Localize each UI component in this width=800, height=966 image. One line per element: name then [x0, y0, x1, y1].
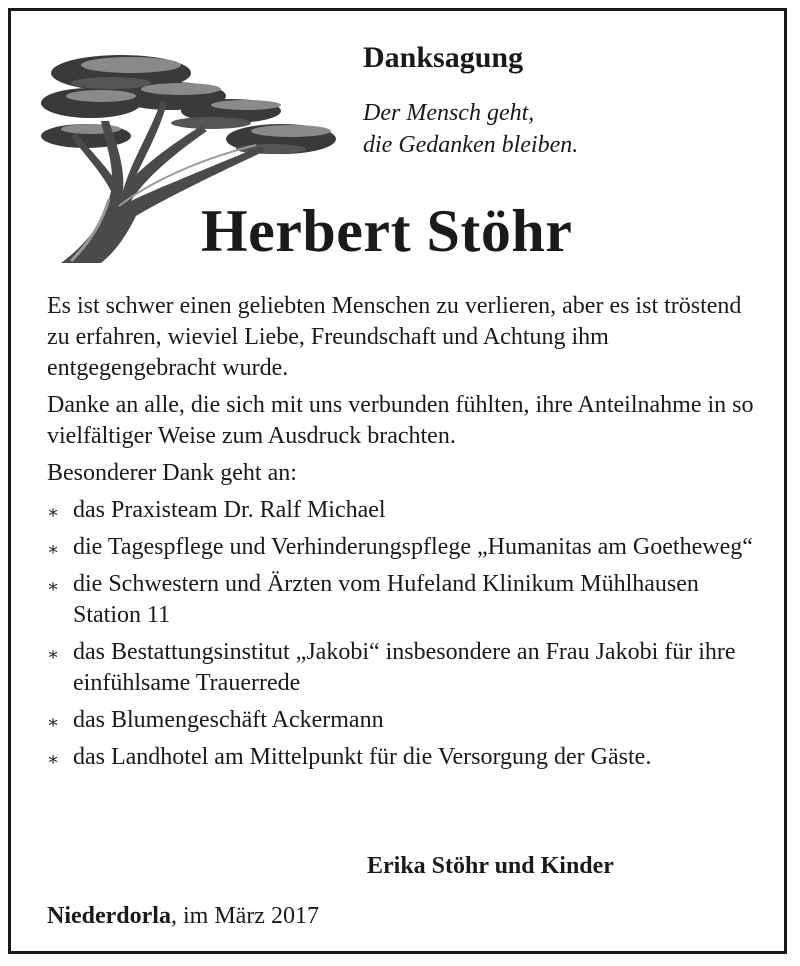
bullet-icon: ∗ [47, 539, 60, 559]
message-body [47, 291, 767, 779]
bullet-icon: ∗ [47, 749, 60, 769]
page-title: Danksagung [363, 41, 524, 74]
list-item-text: das Bestattungsinstitut „Jakobi“ insbesondere an Frau Jakobi für ihre einfühlsame Trauerrede [73, 639, 736, 696]
list-item-text: die Schwestern und Ärzten vom Hufeland Klinikum Mühlhausen Station 11 [73, 571, 699, 628]
paragraph: Es ist schwer einen geliebten Menschen zu verlieren, aber es ist tröstend zu erfahren, wieviel Liebe, Freundschaft und Achtung ihm entgegengebracht wurde. [47, 293, 742, 381]
bullet-icon: ∗ [47, 644, 60, 664]
list-item [47, 637, 767, 699]
thanks-list [47, 495, 767, 773]
deceased-name: Herbert Stöhr [201, 198, 573, 264]
place-date [47, 903, 319, 930]
bullet-icon: ∗ [47, 576, 60, 596]
bullet-icon: ∗ [47, 502, 60, 522]
signature: Erika Stöhr und Kinder [367, 853, 614, 879]
motto-line: Der Mensch geht, [363, 100, 535, 126]
bullet-icon: ∗ [47, 712, 60, 732]
list-item [47, 569, 767, 631]
list-item-text: die Tagespflege und Verhinderungspflege „Humanitas am Goetheweg“ [73, 534, 753, 560]
motto [363, 97, 578, 161]
motto-line: die Gedanken bleiben. [363, 132, 579, 158]
list-item-text: das Praxisteam Dr. Ralf Michael [73, 497, 386, 523]
list-item [47, 532, 767, 563]
obituary-card [8, 8, 787, 954]
thanks-intro: Besonderer Dank geht an: [47, 460, 297, 486]
place-name: Niederdorla [47, 903, 171, 929]
list-item [47, 705, 767, 736]
date-text: , im März 2017 [170, 903, 319, 929]
list-item [47, 742, 767, 773]
list-item-text: das Blumengeschäft Ackermann [73, 707, 384, 733]
paragraph: Danke an alle, die sich mit uns verbunden fühlten, ihre Anteilnahme in so vielfältiger Weise zum Ausdruck brachten. [47, 392, 754, 449]
list-item [47, 495, 767, 526]
list-item-text: das Landhotel am Mittelpunkt für die Versorgung der Gäste. [73, 744, 652, 770]
